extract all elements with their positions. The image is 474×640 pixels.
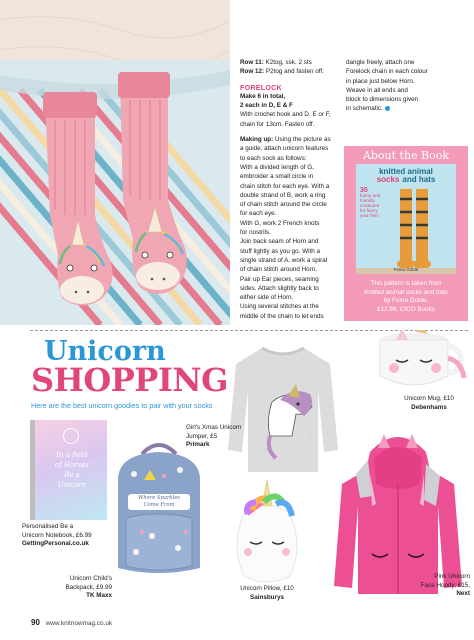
column-2-line: block to dimensions given <box>346 96 419 104</box>
about-the-book-panel <box>344 146 468 321</box>
column-2-line-last: in schematic. <box>346 104 466 113</box>
hoody-store: Next <box>456 590 470 597</box>
backpack-line-2: Backpack, £9.99 <box>65 583 112 591</box>
book-cover-author: Fiona Goble <box>393 267 419 272</box>
notebook-line-2: Unicorn Notebook, £6.99 <box>22 531 92 539</box>
making-up-line: of chain stitch around Horn. <box>240 266 318 274</box>
mug-caption <box>388 395 470 412</box>
jumper-illustration <box>226 340 340 480</box>
backpack-caption <box>44 575 112 601</box>
mug-name: Unicorn Mug, £10 <box>404 395 454 402</box>
mug-illustration <box>356 330 468 392</box>
making-up-line: Join back seam of Horn and <box>240 238 319 246</box>
making-up-line: With a divided length of G, <box>240 163 314 171</box>
pattern-column-1 <box>240 58 340 321</box>
row-11-text: K2tog, ssk. 2 sts <box>263 59 312 66</box>
notebook-cover-3: Be a <box>64 471 80 479</box>
row-11-label: Row 11: <box>240 59 264 66</box>
making-up-line: chain stitch for each eye. With a <box>240 182 330 190</box>
column-2-line: Forelock chain in each colour <box>346 68 428 76</box>
notebook-cover-2: of Horses <box>54 461 90 469</box>
pattern-column-2 <box>346 58 466 114</box>
backpack-banner-1: Where Sparkles <box>138 495 180 501</box>
book-caption <box>344 280 468 314</box>
forelock-line-2: chain for 13cm. Fasten off. <box>240 120 315 128</box>
page-number: 90 <box>31 618 40 627</box>
book-caption-4: £12.99, CICO Books <box>377 305 435 313</box>
making-up-text: Using the picture as <box>273 136 331 144</box>
book-cover-sub-1: 35 <box>360 187 368 194</box>
backpack-illustration <box>104 440 214 580</box>
unicorn-socks-photo <box>0 0 230 325</box>
pillow-name: Unicorn Pillow, £10 <box>240 585 294 592</box>
book-cover-sub-4: creatures <box>360 203 380 208</box>
book-cover-sub-6: your feet <box>360 213 378 218</box>
end-dot-icon <box>385 106 390 111</box>
making-up-line: for each eye. <box>240 210 277 218</box>
book-caption-3: by Fiona Goble, <box>383 297 429 305</box>
mug-store: Debenhams <box>411 403 447 411</box>
page-footer <box>31 618 112 627</box>
making-up-first <box>240 135 340 144</box>
shopping-title-2: SHOPPING <box>31 361 228 399</box>
jumper-line-1: Girl's Xmas Unicorn <box>186 424 242 431</box>
book-caption-2: Knitted animal socks and hats <box>364 288 448 296</box>
making-up-line: for nostrils. <box>240 229 271 237</box>
unicorn-jumper-image <box>226 340 340 480</box>
making-up-line: middle of the chain to let ends <box>240 312 324 320</box>
pillow-caption <box>224 585 310 602</box>
row-11 <box>240 58 340 67</box>
making-up-line: a guide, attach unicorn features <box>240 145 329 153</box>
jumper-line-2: Jumper, £5 <box>186 432 218 440</box>
making-up-line: Using several stitches at the <box>240 303 319 311</box>
book-heading: About the Book <box>362 149 450 162</box>
row-12-text: P2tog and fasten off. <box>264 68 324 76</box>
unicorn-notebook-image <box>30 420 107 520</box>
making-up-line: stuff lightly as you go. With a <box>240 247 321 255</box>
notebook-cover-4: Unicorn <box>57 481 87 489</box>
row-12 <box>240 67 340 76</box>
column-2-line: dangle freely, attach one <box>346 59 415 66</box>
book-caption-1: This pattern is taken from <box>370 280 442 287</box>
unicorn-backpack-image <box>104 440 214 580</box>
backpack-store: TK Maxx <box>86 592 112 599</box>
book-cover-legs-illustration <box>356 184 456 274</box>
notebook-emblem-icon <box>63 428 79 444</box>
making-up-label: Making up: <box>240 136 274 144</box>
book-cover <box>356 164 456 274</box>
hoody-line-1: Pink Unicorn <box>434 573 470 580</box>
making-up-line: to each sock as follows: <box>240 154 307 162</box>
shopping-subtitle: Here are the best unicorn goodies to pair with your socks <box>31 401 213 410</box>
backpack-banner-2: Come From <box>143 501 175 508</box>
making-up-line: single strand of A, work a spiral <box>240 256 328 264</box>
shopping-title-1: Unicorn <box>44 336 166 367</box>
book-cover-sub-2: funny and <box>360 193 381 198</box>
backpack-banner <box>128 495 190 508</box>
making-up-line: of chain stitch around the circle <box>240 201 327 209</box>
book-cover-sub-5: for fancy <box>360 208 378 213</box>
forelock-make: Make 6 in total, <box>240 92 286 100</box>
footer-url[interactable]: www.knitnowmag.co.uk <box>45 620 113 627</box>
making-up-line: double strand of B, work a ring <box>240 191 326 199</box>
pillow-illustration <box>222 476 312 586</box>
notebook-cover-text <box>39 450 105 490</box>
hoody-caption <box>394 573 470 599</box>
pillow-store: Sainsburys <box>250 593 284 601</box>
book-cover-title-2: socks and hats <box>376 175 436 184</box>
forelock-heading: FORELOCK <box>240 82 282 92</box>
jumper-store: Primark <box>186 441 210 448</box>
socks-illustration <box>0 0 230 325</box>
making-up-line: sides. Attach slightly back to <box>240 284 319 292</box>
row-12-label: Row 12: <box>240 68 265 76</box>
book-cover-title-1: knitted animal <box>379 167 433 176</box>
unicorn-mug-image <box>356 330 468 392</box>
backpack-line-1: Unicorn Child's <box>69 575 112 582</box>
making-up-line: With G, work 2 French knots <box>240 219 320 227</box>
making-up-line: Pair up Ear pieces, seaming <box>240 275 319 283</box>
hoody-line-2: Face Hoody, £15, <box>420 581 470 589</box>
making-up-line: either side of Horn. <box>240 294 294 302</box>
book-cover-sub-3: friendly <box>360 198 375 203</box>
column-2-line: in place just below Horn. <box>346 77 415 85</box>
forelock-each: 2 each in D, E & F <box>240 102 293 110</box>
forelock-line-1: With crochet hook and D, E or F, <box>240 111 331 119</box>
book-cover-title <box>356 168 456 184</box>
notebook-store: GettingPersonal.co.uk <box>22 540 89 547</box>
notebook-line-1: Personalised Be a <box>22 523 74 530</box>
notebook-cover-1: In a field <box>56 451 88 459</box>
making-up-line: embroider a small circle in <box>240 173 314 181</box>
column-2-line: Weave in all ends and <box>346 86 408 94</box>
unicorn-pillow-image <box>222 476 312 586</box>
